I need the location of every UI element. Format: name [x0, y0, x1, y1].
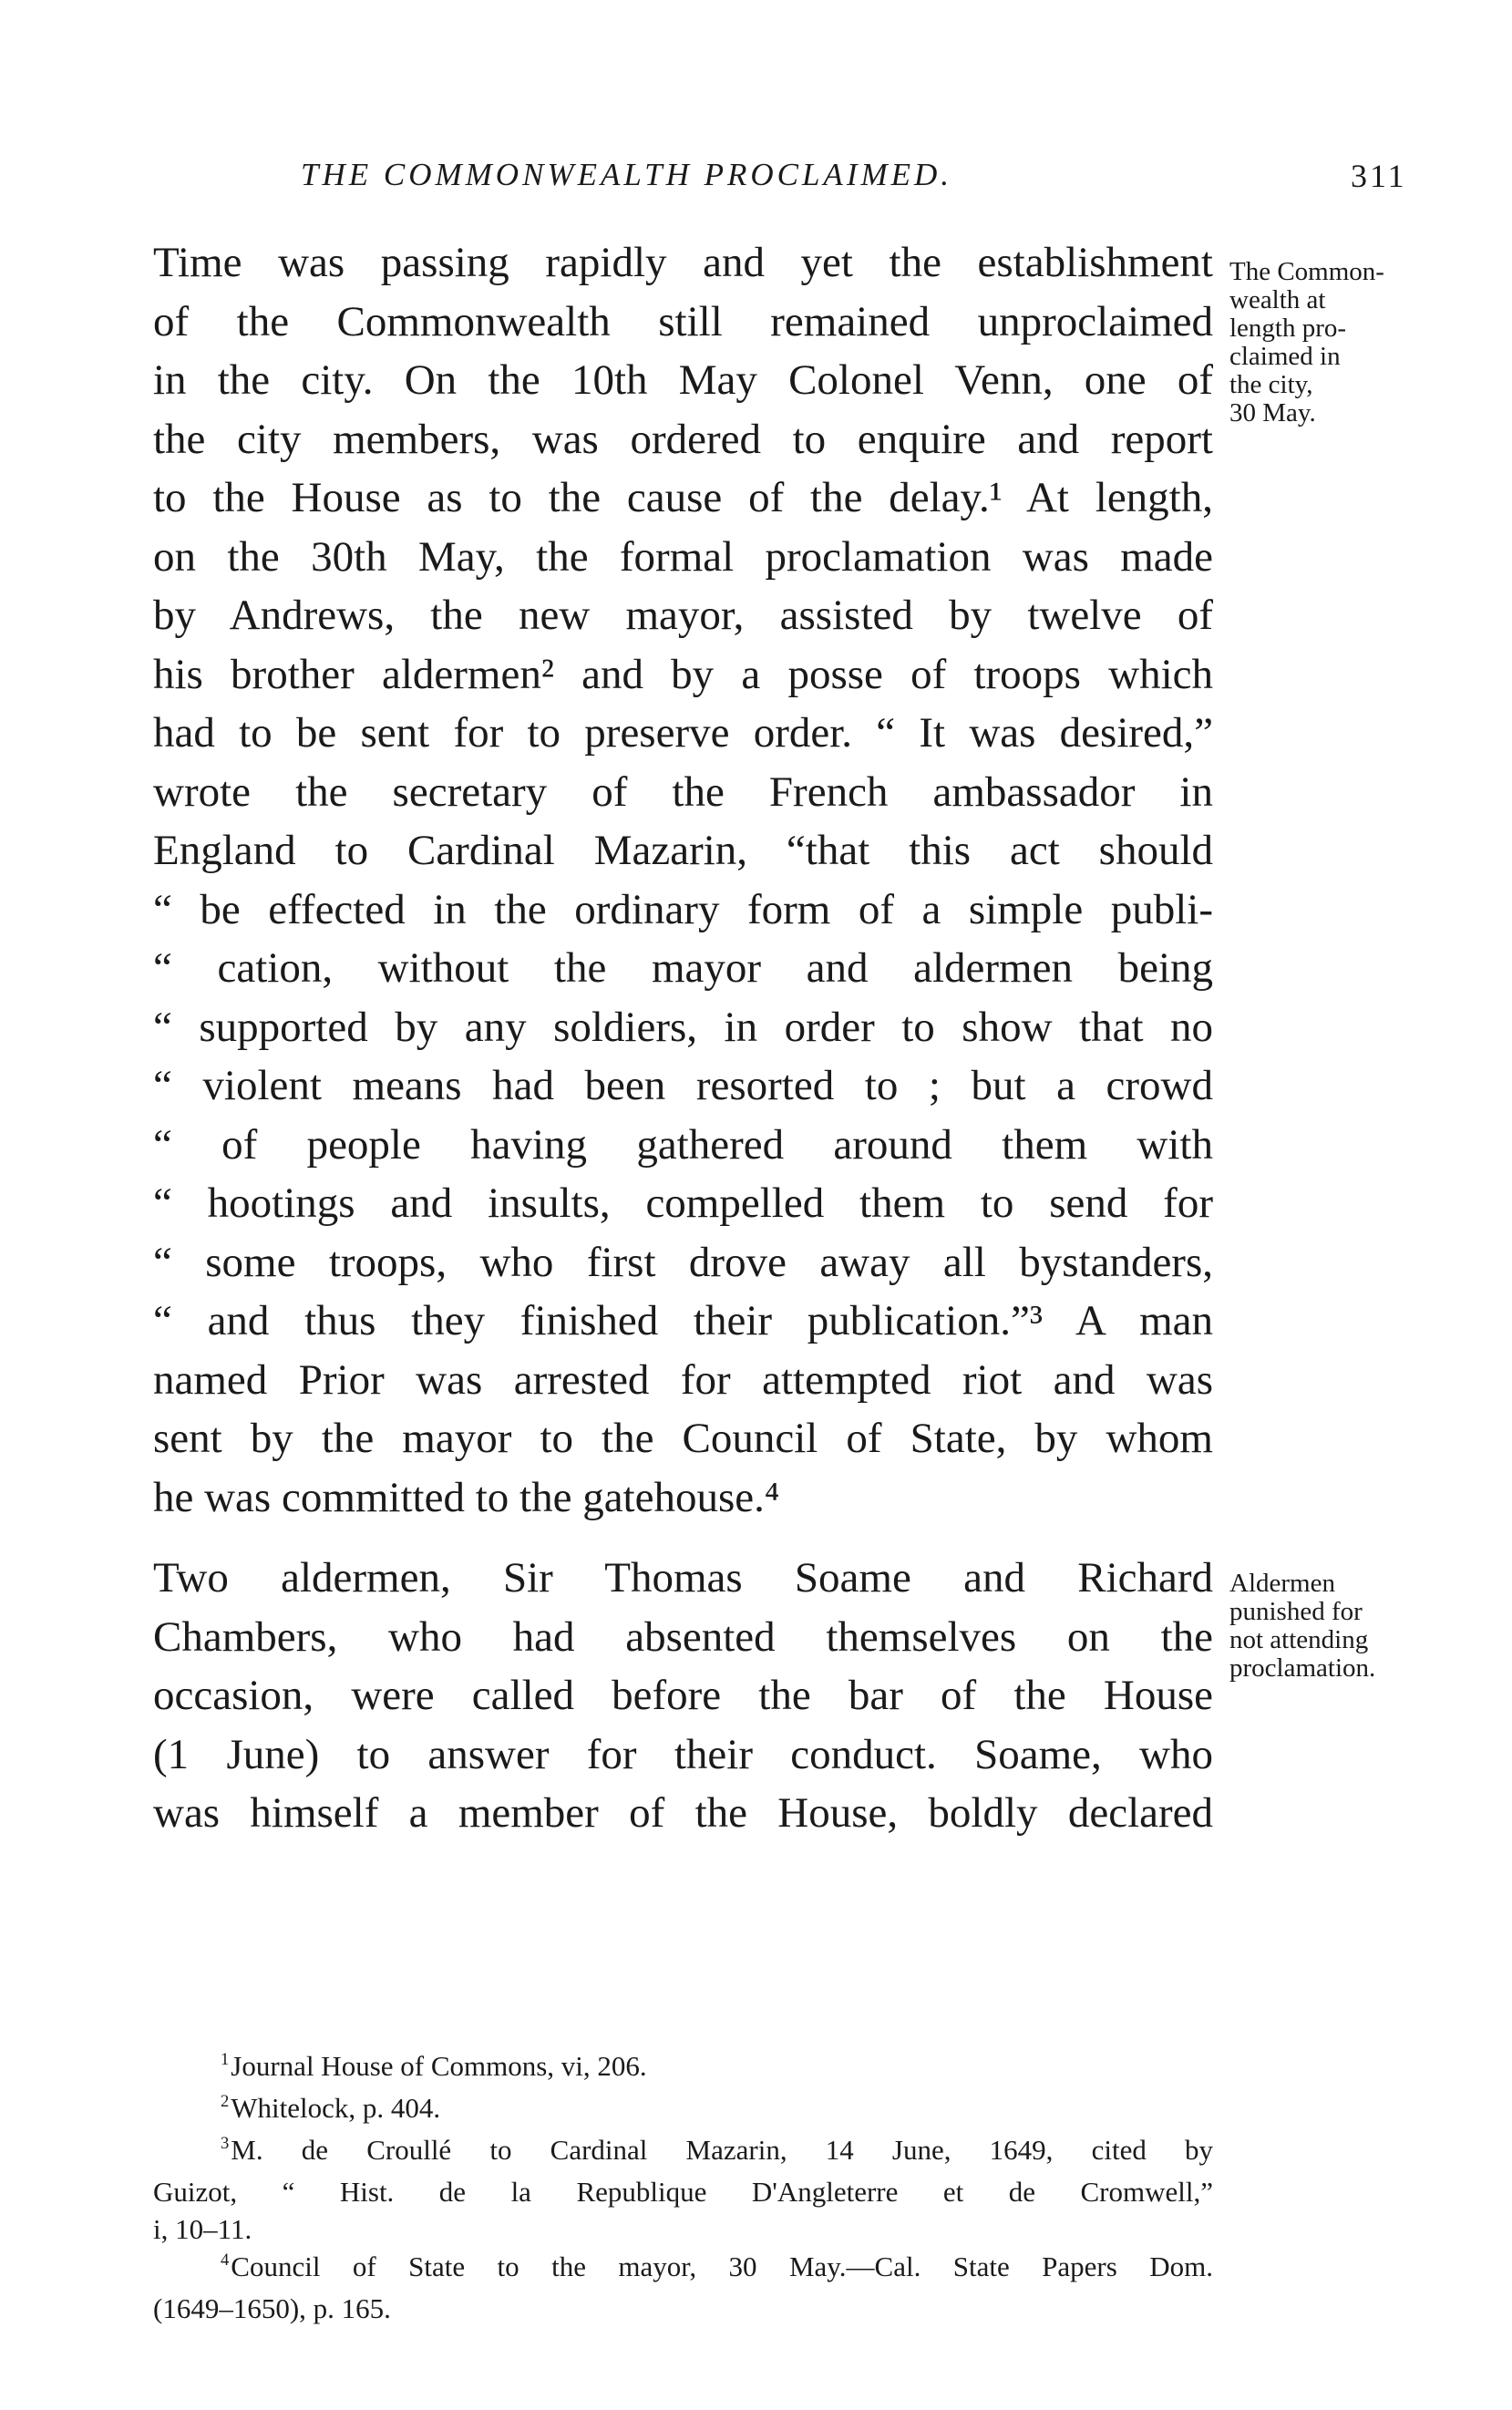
paragraph-line: his brother aldermen² and by a posse of troops which — [153, 650, 1213, 698]
paragraph-line: named Prior was arrested for attempted riot and was — [153, 1355, 1213, 1404]
sidenote-commonwealth-proclaimed — [1229, 258, 1457, 427]
paragraph-line: sent by the mayor to the Council of State, by whom — [153, 1415, 1213, 1462]
sidenote-line: 30 May. — [1229, 398, 1316, 427]
paragraph-line: on the 30th May, the formal proclamation was made — [153, 532, 1213, 581]
footnote-4 — [153, 2248, 1213, 2290]
paragraph-line: he was committed to the gatehouse.⁴ — [153, 1473, 780, 1521]
sidenote-line: not attending — [1229, 1625, 1369, 1654]
running-head: THE COMMONWEALTH PROCLAIMED. — [301, 157, 953, 192]
paragraph-line: the city members, was ordered to enquire and report — [153, 415, 1213, 463]
paragraph-line: had to be sent for to preserve order. “ It was desired,” — [153, 709, 1213, 757]
sidenote-line: wealth at — [1229, 285, 1326, 314]
sidenote-line: the city, — [1229, 370, 1313, 399]
footnote-3-continued: Guizot, “ Hist. de la Republique D'Angleterre et de Cromwell,” — [153, 2176, 1213, 2208]
footnote-text: M. de Croullé to Cardinal Mazarin, 14 June, 1649, cited by — [231, 2134, 1213, 2166]
paragraph-line: “ some troops, who first drove away all bystanders, — [153, 1238, 1213, 1286]
paragraph-line: “ be effected in the ordinary form of a simple publi- — [153, 885, 1213, 933]
footnote-text: Journal House of Commons, vi, 206. — [231, 2050, 647, 2082]
footnote-text: Whitelock, p. 404. — [231, 2092, 441, 2124]
paragraph-line: “ violent means had been resorted to ; but a crowd — [153, 1062, 1213, 1109]
paragraph-line: Two aldermen, Sir Thomas Soame and Richard — [153, 1554, 1213, 1602]
sidenote-aldermen-punished — [1229, 1570, 1457, 1683]
paragraph-line: of the Commonwealth still remained unproclaimed — [153, 297, 1213, 345]
paragraph-line: “ of people having gathered around them with — [153, 1120, 1213, 1169]
paragraph-line: to the House as to the cause of the delay.¹ At length, — [153, 474, 1213, 521]
footnote-2 — [153, 2089, 1213, 2131]
footnote-1 — [153, 2047, 1213, 2089]
footnote-3 — [153, 2131, 1213, 2173]
footnote-marker: 2 — [221, 2091, 230, 2111]
footnote-text: Council of State to the mayor, 30 May.—Cal. State Papers Dom. — [231, 2250, 1213, 2282]
sidenote-line: length pro- — [1229, 314, 1347, 343]
footnote-marker: 1 — [221, 2049, 230, 2069]
footnote-marker: 4 — [221, 2250, 230, 2270]
paragraph-line: “ hootings and insults, compelled them to send for — [153, 1179, 1213, 1227]
sidenote-line: punished for — [1229, 1597, 1363, 1626]
paragraph-line: occasion, were called before the bar of the House — [153, 1672, 1213, 1719]
sidenote-line: The Common- — [1229, 257, 1384, 286]
paragraph-line: Chambers, who had absented themselves on the — [153, 1612, 1213, 1661]
footnote-3-continued: i, 10–11. — [153, 2213, 252, 2245]
paragraph-1 — [153, 233, 1213, 1527]
paragraph-line: “ cation, without the mayor and aldermen being — [153, 944, 1213, 992]
paragraph-2 — [153, 1549, 1213, 1843]
paragraph-line: was himself a member of the House, boldly declared — [153, 1789, 1213, 1837]
paragraph-line: wrote the secretary of the French ambassador in — [153, 767, 1213, 816]
paragraph-line: (1 June) to answer for their conduct. Soame, who — [153, 1730, 1213, 1778]
footnotes — [153, 2047, 1213, 2327]
paragraph-line: “ and thus they finished their publication.”³ A man — [153, 1297, 1213, 1344]
footnote-4-continued: (1649–1650), p. 165. — [153, 2292, 391, 2324]
paragraph-line: England to Cardinal Mazarin, “that this act should — [153, 827, 1213, 874]
page-number: 311 — [1351, 158, 1407, 194]
footnote-marker: 3 — [221, 2133, 230, 2153]
sidenote-line: claimed in — [1229, 342, 1341, 371]
paragraph-line: “ supported by any soldiers, in order to show that no — [153, 1003, 1213, 1051]
sidenote-line: proclamation. — [1229, 1653, 1376, 1683]
paragraph-line: in the city. On the 10th May Colonel Venn, one of — [153, 356, 1213, 404]
paragraph-line: by Andrews, the new mayor, assisted by twelve of — [153, 592, 1213, 639]
paragraph-line: Time was passing rapidly and yet the establishment — [153, 239, 1213, 286]
sidenote-line: Aldermen — [1229, 1569, 1335, 1598]
